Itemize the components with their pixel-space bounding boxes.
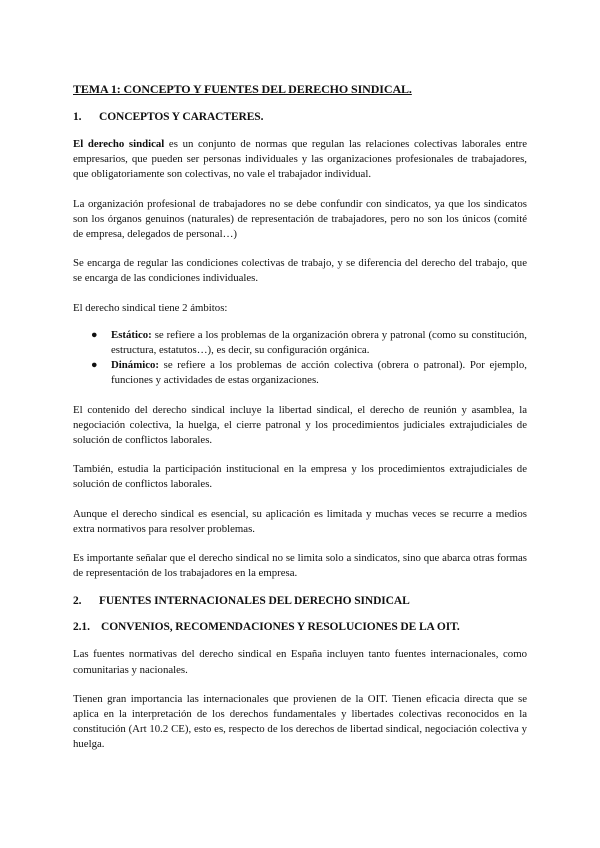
- section-2-title: FUENTES INTERNACIONALES DEL DERECHO SINDICAL: [99, 595, 410, 608]
- definition-text: es un conjunto de normas que regulan las relaciones colectivas laborales entre empresarios, que pueden ser personas individuales y las organizaciones profesionales de trabajadores, que obligatoriamente son colectivas, no vale el trabajador individual.: [73, 138, 527, 181]
- section-1-number: 1.: [73, 111, 82, 123]
- list-item: [91, 328, 527, 358]
- paragraph-condiciones: Se encarga de regular las condiciones colectivas de trabajo, y se diferencia del derecho del trabajo, que se encarga de las condiciones individuales.: [73, 257, 527, 285]
- bullet-term: Estático:: [111, 328, 152, 341]
- section-1-title: CONCEPTOS Y CARACTERES.: [99, 111, 264, 123]
- paragraph-fuentes: Las fuentes normativas del derecho sindical en España incluyen tanto fuentes internacionales, como comunitarias y nacionales.: [73, 648, 527, 676]
- term-derecho-sindical: El derecho sindical: [73, 138, 165, 150]
- paragraph-aplicacion: Aunque el derecho sindical es esencial, su aplicación es limitada y muchas veces se recurre a medios extra normativos para resolver problemas.: [73, 507, 527, 535]
- document-title: TEMA 1: CONCEPTO Y FUENTES DEL DERECHO SINDICAL.: [73, 82, 412, 96]
- paragraph-representacion: Es importante señalar que el derecho sindical no se limita solo a sindicatos, sino que abarca otras formas de representación de los trabajadores en la empresa.: [73, 552, 527, 580]
- paragraph-oit: Tienen gran importancia las internacionales que provienen de la OIT. Tienen eficacia directa que se aplica en la interpretación de los derechos fundamentales y libertades colectivas reconocidos en la constitución (Art 10.2 CE), esto es, respecto de los derechos de libertad sindical, negociación colectiva y huelga.: [73, 692, 527, 751]
- bullet-term: Dinámico:: [111, 359, 159, 372]
- section-2-heading: [73, 595, 527, 607]
- paragraph-ambitos-intro: El derecho sindical tiene 2 ámbitos:: [73, 301, 228, 314]
- paragraph-organizacion: La organización profesional de trabajadores no se debe confundir con sindicatos, ya que los sindicatos son los órganos genuinos (naturales) de representación de trabajadores, pero no son los únicos (comité de empresa, delegados de personal…): [73, 197, 527, 241]
- section-2-number: 2.: [73, 595, 82, 608]
- paragraph-contenido: El contenido del derecho sindical incluye la libertad sindical, el derecho de reunión y asamblea, la negociación colectiva, la huelga, el cierre patronal y los procedimientos judiciales extrajudiciales de solución de conflictos laborales.: [73, 403, 527, 447]
- section-1-heading: [73, 111, 527, 123]
- bullet-icon: ●: [91, 359, 98, 372]
- bullet-text: se refiere a los problemas de la organización obrera y patronal (como su constitución, estructura, estatutos…), es decir, su configuración orgánica.: [111, 328, 527, 357]
- bullet-icon: ●: [91, 328, 98, 341]
- subsection-2-1-number: 2.1.: [73, 621, 90, 634]
- paragraph-participacion: También, estudia la participación institucional en la empresa y los procedimientos extrajudiciales de solución de conflictos laborales.: [73, 463, 527, 491]
- subsection-2-1-heading: [73, 621, 527, 633]
- subsection-2-1-title: CONVENIOS, RECOMENDACIONES Y RESOLUCIONES DE LA OIT.: [101, 621, 460, 634]
- list-item: [91, 358, 527, 388]
- ambitos-list: [73, 328, 527, 389]
- paragraph-definition: [73, 137, 527, 183]
- bullet-text: se refiere a los problemas de acción colectiva (obrera o patronal). Por ejemplo, funciones y actividades de estas organizaciones.: [111, 359, 527, 387]
